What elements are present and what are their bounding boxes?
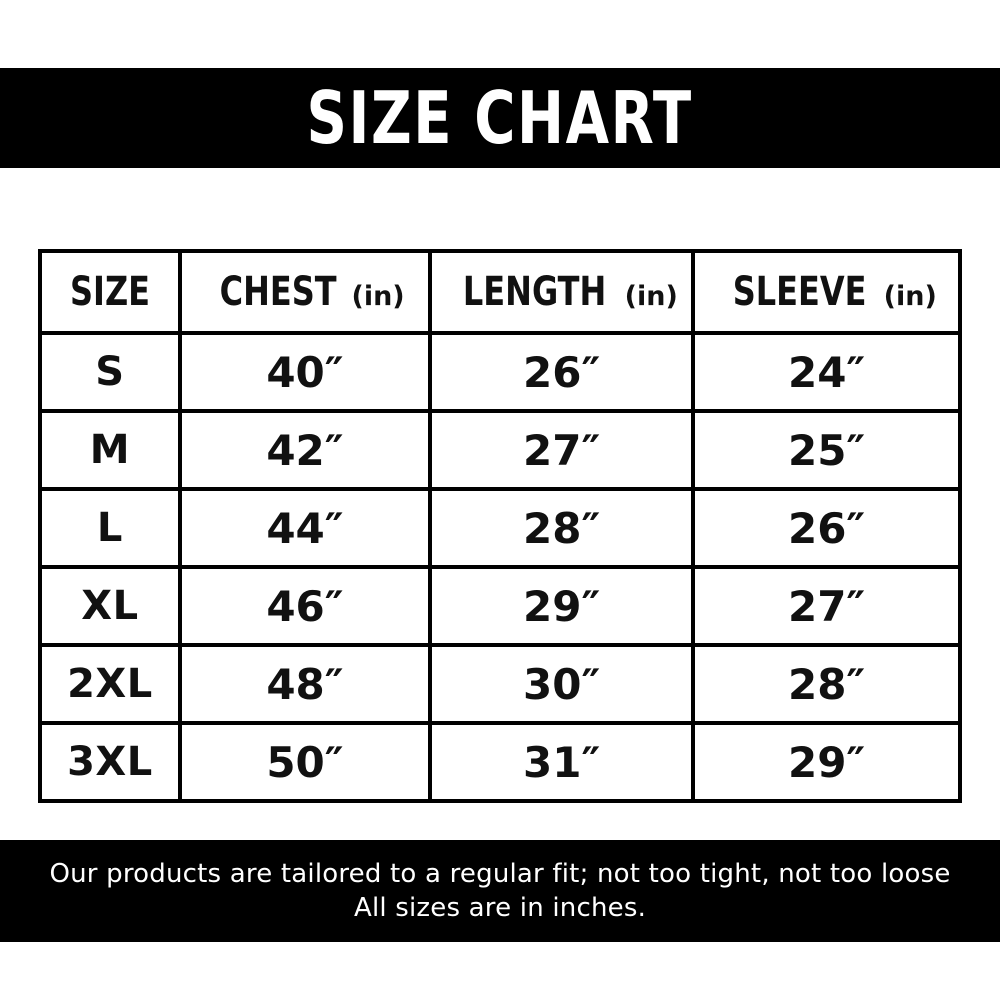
cell-sleeve: 26″ (693, 489, 960, 567)
cell-chest: 42″ (180, 411, 430, 489)
cell-sleeve: 24″ (693, 333, 960, 411)
cell-size: XL (40, 567, 180, 645)
cell-sleeve: 25″ (693, 411, 960, 489)
cell-size: M (40, 411, 180, 489)
cell-length: 28″ (430, 489, 693, 567)
table-row (40, 333, 960, 411)
cell-chest: 46″ (180, 567, 430, 645)
footer-note-fit: Our products are tailored to a regular fit; not too tight, not too loose (49, 859, 951, 889)
cell-chest: 44″ (180, 489, 430, 567)
cell-length: 30″ (430, 645, 693, 723)
cell-chest: 40″ (180, 333, 430, 411)
cell-sleeve: 28″ (693, 645, 960, 723)
footer-note-units: All sizes are in inches. (353, 893, 647, 923)
column-header-chest (180, 251, 430, 333)
cell-size: L (40, 489, 180, 567)
column-header-sleeve-unit: (in) (883, 281, 937, 312)
table-row (40, 645, 960, 723)
table-row (40, 411, 960, 489)
cell-sleeve: 27″ (693, 567, 960, 645)
column-header-sleeve (693, 251, 960, 333)
table-header-row (40, 251, 960, 333)
size-table (38, 249, 962, 803)
cell-chest: 48″ (180, 645, 430, 723)
footer-band (0, 840, 1000, 942)
table-row (40, 567, 960, 645)
cell-length: 26″ (430, 333, 693, 411)
table-row (40, 489, 960, 567)
column-header-length-label: LENGTH (463, 269, 607, 315)
table-row (40, 723, 960, 801)
page-title: SIZE CHART (306, 76, 694, 160)
table-header (40, 251, 960, 333)
cell-chest: 50″ (180, 723, 430, 801)
cell-size: S (40, 333, 180, 411)
column-header-length-unit: (in) (624, 281, 678, 312)
cell-length: 29″ (430, 567, 693, 645)
cell-length: 31″ (430, 723, 693, 801)
cell-size: 2XL (40, 645, 180, 723)
cell-sleeve: 29″ (693, 723, 960, 801)
column-header-size (40, 251, 180, 333)
header-band (0, 68, 1000, 168)
column-header-length (430, 251, 693, 333)
column-header-size-label: SIZE (69, 269, 150, 315)
column-header-sleeve-label: SLEEVE (733, 269, 867, 315)
column-header-chest-unit: (in) (351, 281, 405, 312)
cell-size: 3XL (40, 723, 180, 801)
table-body (40, 333, 960, 801)
cell-length: 27″ (430, 411, 693, 489)
column-header-chest-label: CHEST (219, 269, 337, 315)
size-table-container (38, 249, 962, 803)
